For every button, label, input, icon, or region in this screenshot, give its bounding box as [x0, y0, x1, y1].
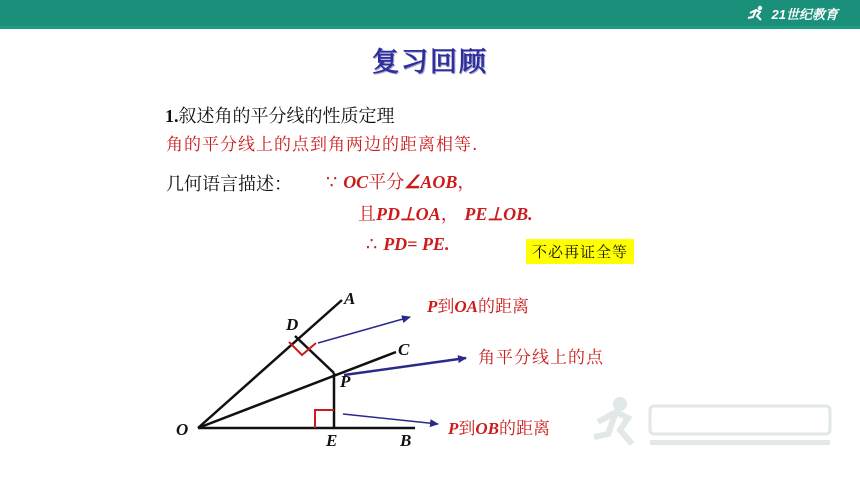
because-var: OC [343, 172, 369, 192]
ann-pa-mid: 到 [437, 297, 455, 317]
ann-pb-var2: OB [475, 419, 500, 438]
ray-oa [198, 300, 342, 428]
point-label-c: C [398, 340, 410, 359]
therefore-symbol: ∴ [366, 234, 378, 255]
geometry-label: 几何语言描述： [166, 174, 292, 195]
therefore-stmt: PD= PE. [383, 234, 450, 254]
because-text: 平分 [368, 172, 405, 193]
item-number: 1. [165, 106, 179, 126]
brand-name: 21世纪教育 [771, 6, 838, 22]
point-label-d: D [286, 315, 299, 334]
page-title: 复习回顾 [372, 47, 488, 78]
arrow-to-bisector-point [344, 358, 466, 375]
annotation-p-to-oa [427, 292, 529, 317]
ann-pa-end: 的距离 [478, 297, 530, 317]
point-label-p: P [340, 372, 351, 391]
right-angle-mark-e [315, 410, 334, 428]
ann-pa-var1: P [427, 297, 438, 316]
because-symbol: ∵ [326, 172, 338, 193]
point-label-o: O [176, 420, 189, 439]
annotation-p-to-ob [448, 414, 550, 439]
arrow-to-pb-distance [343, 414, 438, 424]
highlight-note: 不必再证全等 [526, 239, 634, 264]
and-stmt2: PE⊥OB. [464, 204, 533, 224]
point-label-a: A [344, 289, 356, 308]
because-angle: ∠AOB [404, 172, 458, 192]
ann-pb-mid: 到 [458, 419, 476, 439]
ann-pb-var1: P [448, 419, 459, 438]
and-sep: ， [440, 204, 459, 225]
theorem-statement: 角的平分线上的点到角两边的距离相等. [166, 135, 479, 155]
point-label-e: E [326, 431, 338, 450]
arrow-to-pa-distance [318, 317, 410, 343]
because-comma: ， [457, 172, 476, 193]
point-label-b: B [400, 431, 412, 450]
and-text: 且 [358, 204, 376, 225]
ann-pb-end: 的距离 [499, 419, 551, 439]
annotation-point-on-bisector: 角平分线上的点 [478, 348, 604, 368]
ann-pa-var2: OA [454, 297, 479, 316]
and-stmt1: PD⊥OA [376, 204, 441, 224]
item-text: 叙述角的平分线的性质定理 [178, 106, 395, 127]
